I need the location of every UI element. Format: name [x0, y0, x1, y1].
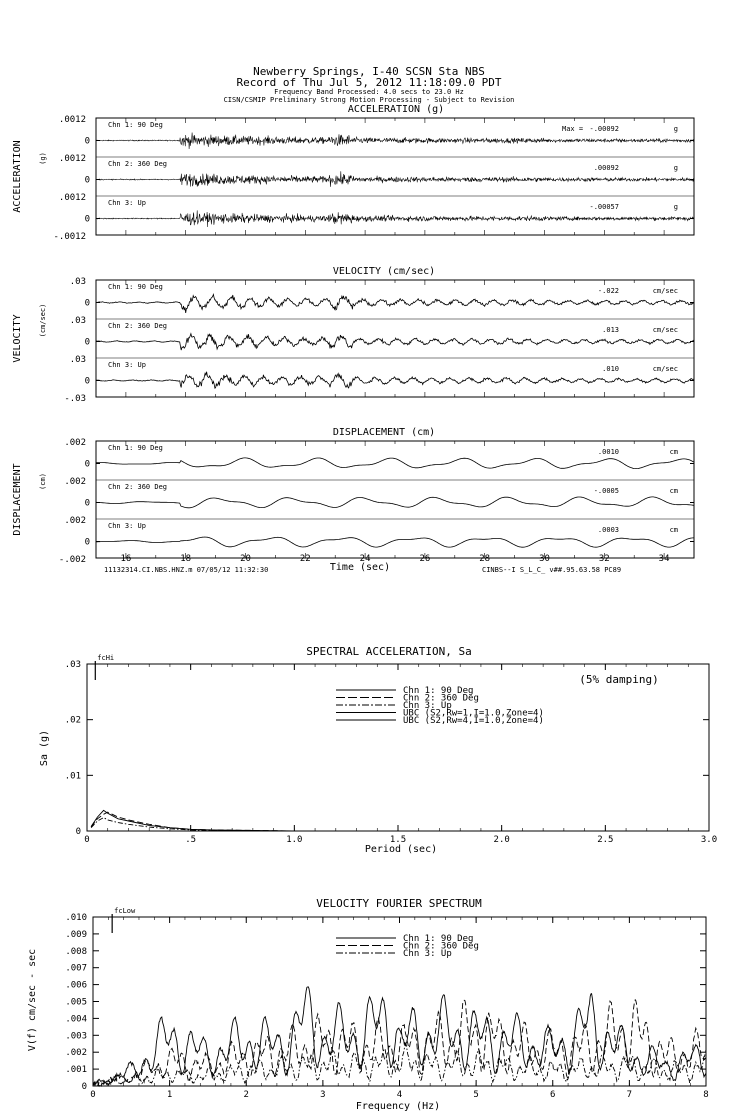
fs-x-tick-label: 7: [626, 1090, 633, 1100]
fs-title: VELOCITY FOURIER SPECTRUM: [316, 897, 482, 910]
fs-y-tick-label: .002: [65, 1048, 87, 1059]
time-axis-label: Time (sec): [329, 562, 391, 573]
legend-label: Chn 1: 90 Deg: [403, 686, 474, 696]
ts-max-prefix: Max =: [562, 125, 584, 133]
ts-max-value: .0010: [597, 448, 619, 456]
ts-unit: g: [673, 125, 678, 133]
ts-tick-zero: 0: [84, 376, 90, 387]
header-note: CISN/CSMIP Preliminary Strong Motion Processing - Subject to Revision: [223, 96, 515, 104]
fs-y-tick-label: .008: [65, 946, 87, 957]
fs-x-tick-label: 2: [243, 1090, 249, 1100]
sa-damping-note: (5% damping): [579, 673, 659, 686]
ts-tick-top: .002: [64, 477, 86, 487]
footer-left-id: 11132314.CI.NBS.HNZ.m 07/05/12 11:32:30: [104, 566, 269, 574]
ts-waveform: [96, 133, 694, 150]
ts-unit: cm/sec: [652, 365, 678, 373]
header-record: Record of Thu Jul 5, 2012 11:18:09.0 PDT: [236, 76, 502, 89]
legend-label: Chn 1: 90 Deg: [403, 934, 474, 944]
ts-tick-top: .002: [64, 516, 86, 526]
ts-side-label: DISPLACEMENT: [12, 463, 23, 536]
fs-y-tick-label: .007: [65, 963, 87, 974]
sa-series-2: [91, 812, 709, 831]
legend-label: Chn 3: Up: [403, 949, 452, 959]
ts-max-value: .0003: [597, 526, 619, 534]
ts-waveform: [96, 210, 694, 227]
sa-x-tick-label: 1.0: [286, 835, 303, 845]
time-tick-label: 16: [120, 554, 132, 564]
ts-section-3: [12, 427, 694, 565]
ts-tick-zero: 0: [84, 298, 90, 309]
ts-channel-name: Chn 1: 90 Deg: [108, 121, 163, 129]
ts-side-label: VELOCITY: [12, 314, 23, 363]
ts-tick-zero: 0: [84, 175, 90, 186]
ts-channel-name: Chn 2: 360 Deg: [108, 483, 168, 491]
ts-tick-zero: 0: [84, 337, 90, 348]
sa-y-tick-label: 0: [75, 827, 81, 837]
ts-section-2: [12, 266, 694, 404]
ts-max-value: -.00092: [589, 125, 619, 133]
ts-channel-name: Chn 1: 90 Deg: [108, 444, 163, 452]
ts-waveform: [96, 458, 694, 469]
header-band: Frequency Band Processed: 4.0 secs to 23.0 Hz: [274, 88, 464, 96]
fs-y-tick-label: 0: [81, 1082, 87, 1092]
ts-max-value: -.022: [597, 287, 619, 295]
fs-y-tick-label: .003: [65, 1031, 87, 1042]
ts-channel-name: Chn 1: 90 Deg: [108, 283, 163, 291]
sa-series-1: [91, 810, 709, 831]
sa-plot-frame: [87, 664, 709, 831]
header-title: Newberry Springs, I-40 SCSN Sta NBS: [253, 65, 485, 78]
ts-max-value: .013: [602, 326, 619, 334]
fs-y-tick-label: .004: [65, 1014, 87, 1025]
ts-tick-zero: 0: [84, 136, 90, 147]
fs-y-tick-label: .005: [65, 997, 87, 1008]
ts-section-title: VELOCITY (cm/sec): [332, 266, 436, 277]
fs-x-tick-label: 4: [396, 1090, 403, 1100]
ts-waveform: [96, 497, 694, 508]
time-series-panels: [12, 104, 694, 565]
ts-unit-label: (cm/sec): [39, 303, 47, 338]
ts-section-1: [12, 104, 694, 242]
fs-y-tick-label: .006: [65, 980, 87, 991]
time-tick-label: 28: [479, 554, 491, 564]
ts-tick-zero: 0: [84, 214, 90, 225]
ts-tick-zero: 0: [84, 459, 90, 470]
sa-x-tick-label: 0: [84, 835, 90, 845]
time-tick-label: 24: [359, 554, 371, 564]
sa-x-tick-label: 2.5: [597, 835, 614, 845]
time-tick-label: 22: [299, 554, 311, 564]
ts-unit: g: [673, 203, 678, 211]
sa-legend: [336, 686, 544, 726]
fs-y-tick-label: .009: [65, 929, 87, 940]
sa-x-tick-label: 3.0: [700, 835, 718, 845]
fs-y-tick-label: .001: [65, 1065, 87, 1076]
ts-max-value: .00092: [593, 164, 619, 172]
time-tick-label: 26: [419, 554, 431, 564]
ts-max-value: -.0005: [593, 487, 619, 495]
fourier-spectrum-chart: [27, 897, 709, 1112]
ts-channel-name: Chn 3: Up: [108, 522, 146, 530]
ts-unit: g: [673, 164, 678, 172]
sa-x-tick-label: 2.0: [493, 835, 510, 845]
fs-y-tick-label: .010: [65, 913, 87, 923]
legend-label: Chn 3: Up: [403, 701, 452, 711]
fs-y-label: V(f) cm/sec - sec: [27, 948, 38, 1052]
legend-label: UBC (S2,Rw=1,I=1.0,Zone=4): [403, 708, 544, 719]
ts-tick-top: .002: [64, 438, 86, 448]
ts-tick-top: .03: [69, 355, 86, 365]
sa-y-tick-label: .01: [64, 771, 81, 782]
footer-right-id: CINBS--I S_L_C_ v##.95.63.58 PC89: [482, 566, 622, 574]
ts-max-value: .010: [602, 365, 619, 373]
ts-tick-top: .03: [69, 277, 86, 287]
ts-unit: cm/sec: [652, 287, 678, 295]
ts-section-title: DISPLACEMENT (cm): [332, 427, 436, 438]
sa-marker-label: fcHi: [97, 654, 115, 662]
time-tick-label: 18: [180, 554, 192, 564]
fs-x-tick-label: 0: [90, 1090, 96, 1100]
fs-legend: [336, 934, 479, 959]
ts-unit-label: (cm): [39, 473, 47, 490]
time-tick-label: 34: [658, 554, 670, 564]
ts-tick-zero: 0: [84, 498, 90, 509]
sa-x-tick-label: 1.5: [389, 835, 407, 845]
ts-waveform: [96, 334, 694, 350]
time-tick-label: 30: [539, 554, 550, 564]
ts-channel-name: Chn 2: 360 Deg: [108, 322, 168, 330]
ts-tick-top: .0012: [58, 154, 86, 164]
ts-tick-bottom: -.002: [58, 555, 86, 565]
legend-label: Chn 2: 360 Deg: [403, 693, 479, 704]
fs-marker-label: fcLow: [114, 907, 136, 915]
ts-tick-zero: 0: [84, 537, 90, 548]
ts-unit-label: (g): [39, 152, 47, 165]
ts-tick-bottom: -.0012: [53, 232, 86, 242]
legend-label: UBC (S2,Rw=4,I=1.0,Zone=4): [403, 716, 544, 726]
time-tick-label: 32: [598, 554, 610, 564]
fs-x-tick-label: 6: [550, 1090, 556, 1100]
fs-x-label: Frequency (Hz): [355, 1101, 441, 1112]
sa-x-tick-label: .5: [185, 835, 197, 845]
ts-tick-top: .0012: [58, 193, 86, 203]
fs-x-tick-label: 3: [320, 1090, 326, 1100]
legend-label: Chn 2: 360 Deg: [403, 941, 479, 952]
ts-unit: cm: [669, 448, 678, 456]
ts-max-value: -.00057: [589, 203, 619, 211]
ts-tick-top: .03: [69, 316, 86, 326]
ts-channel-name: Chn 3: Up: [108, 361, 146, 369]
time-tick-label: 20: [240, 554, 251, 564]
ts-waveform: [96, 537, 694, 547]
ts-section-title: ACCELERATION (g): [347, 104, 445, 115]
ts-side-label: ACCELERATION: [12, 140, 23, 213]
spectral-acceleration-chart: [39, 645, 717, 855]
ts-unit: cm: [669, 487, 678, 495]
sa-y-tick-label: .02: [64, 715, 81, 726]
ts-waveform: [96, 294, 694, 313]
fs-x-tick-label: 5: [473, 1090, 479, 1100]
ts-channel-name: Chn 2: 360 Deg: [108, 160, 168, 168]
sa-title: SPECTRAL ACCELERATION, Sa: [306, 645, 472, 658]
fs-x-tick-label: 8: [703, 1090, 709, 1100]
ts-waveform: [96, 171, 694, 187]
ts-tick-bottom: -.03: [64, 394, 86, 404]
fs-x-tick-label: 1: [166, 1090, 173, 1100]
ts-unit: cm: [669, 526, 678, 534]
ts-channel-name: Chn 3: Up: [108, 199, 146, 207]
ts-waveform: [96, 372, 694, 389]
sa-x-label: Period (sec): [364, 844, 438, 855]
ts-tick-top: .0012: [58, 115, 86, 125]
sa-y-label: Sa (g): [39, 729, 50, 767]
ts-unit: cm/sec: [652, 326, 678, 334]
sa-y-tick-label: .03: [64, 660, 81, 670]
report-header: [224, 65, 515, 104]
